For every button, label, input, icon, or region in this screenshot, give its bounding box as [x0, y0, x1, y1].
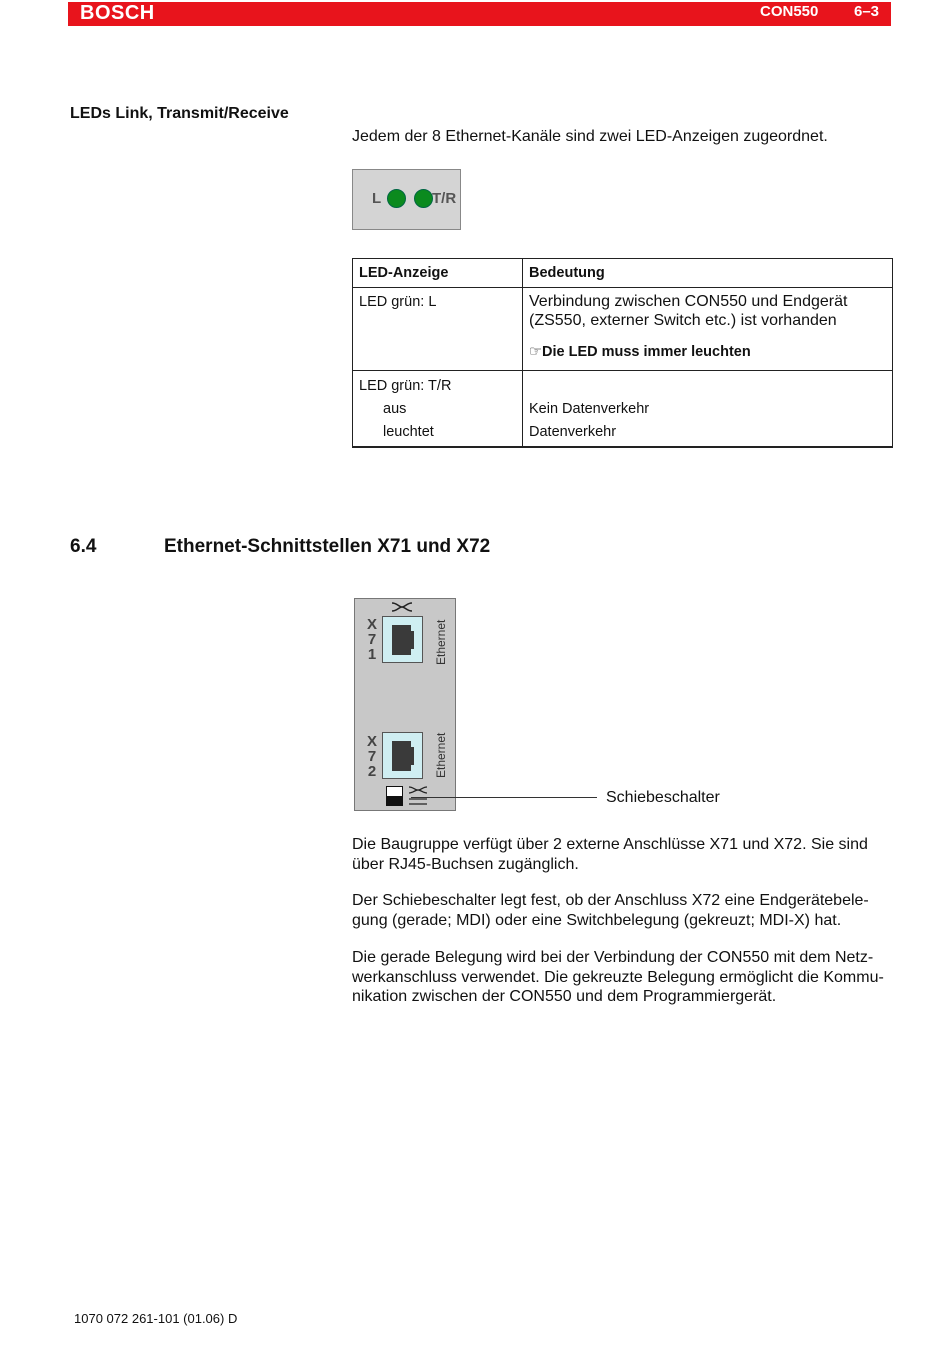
brand-logo: BOSCH — [80, 2, 155, 24]
port-x71-ethernet-label: Ethernet — [434, 619, 448, 665]
paragraph-1 — [352, 835, 897, 874]
table-header-meaning: Bedeutung — [529, 265, 605, 281]
paragraph-2 — [352, 891, 897, 930]
footer-doc-number: 1070 072 261-101 (01.06) D — [74, 1311, 238, 1326]
paragraph-line: gung (gerade; MDI) oder eine Switchbelegung (gekreuzt; MDI-X) hat. — [352, 911, 842, 929]
slide-switch[interactable] — [386, 786, 403, 806]
callout-slide-switch: Schiebeschalter — [606, 789, 720, 806]
led-table — [352, 258, 893, 448]
led-l-icon — [387, 189, 406, 208]
callout-line — [411, 797, 597, 798]
paragraph-line: über RJ45-Buchsen zugänglich. — [352, 855, 579, 873]
rj45-socket-icon — [383, 617, 422, 662]
port-x72-char: 2 — [367, 763, 377, 780]
led-label-tr: T/R — [432, 190, 457, 207]
table-divider — [353, 287, 892, 288]
row2-sub1-meaning: Kein Datenverkehr — [529, 401, 650, 417]
row1-meaning-line2: (ZS550, externer Switch etc.) ist vorhanden — [529, 312, 837, 329]
rj45-port-x72[interactable] — [382, 732, 423, 779]
row2-sub1: aus — [383, 401, 407, 417]
side-heading: LEDs Link, Transmit/Receive — [70, 105, 289, 122]
row1-note — [529, 344, 751, 360]
row2-sub2: leuchtet — [383, 424, 434, 440]
table-header-led: LED-Anzeige — [359, 265, 449, 281]
table-divider — [353, 370, 892, 371]
port-x71-char: 1 — [367, 646, 377, 663]
paragraph-line: nikation zwischen der CON550 und dem Programmiergerät. — [352, 988, 777, 1005]
row2-sub2-meaning: Datenverkehr — [529, 424, 617, 440]
port-x71-char: X — [366, 616, 377, 633]
ethernet-module-figure — [354, 598, 456, 811]
switch-mode-icon — [408, 785, 428, 807]
slide-switch-knob — [387, 796, 402, 805]
paragraph-line: werkanschluss verwendet. Die gekreuzte Belegung ermöglicht die Kommu- — [352, 968, 884, 986]
rj45-port-x71[interactable] — [382, 616, 423, 663]
section-title: Ethernet-Schnittstellen X71 und X72 — [164, 536, 491, 557]
page-number: 6–3 — [854, 3, 880, 20]
pointing-hand-icon: ☞ — [529, 344, 542, 360]
port-x72-label — [365, 734, 379, 779]
document-id: CON550 — [760, 3, 819, 20]
intro-text: Jedem der 8 Ethernet-Kanäle sind zwei LED-Anzeigen zugeordnet. — [352, 128, 828, 145]
rj45-socket-icon — [383, 733, 422, 778]
crossover-icon — [391, 601, 413, 613]
port-x71-char: 7 — [367, 631, 377, 648]
port-x72-char: X — [366, 733, 377, 750]
led-label-l: L — [372, 190, 382, 207]
paragraph-3 — [352, 948, 897, 1007]
led-tr-icon — [414, 189, 433, 208]
section-number: 6.4 — [70, 536, 97, 557]
paragraph-line: Die Baugruppe verfügt über 2 externe Anschlüsse X71 und X72. Sie sind — [352, 836, 868, 853]
port-x71-label — [365, 617, 379, 662]
row2-label: LED grün: T/R — [359, 378, 452, 394]
row1-note-text: Die LED muss immer leuchten — [542, 344, 751, 360]
paragraph-line: Die gerade Belegung wird bei der Verbindung der CON550 mit dem Netz- — [352, 949, 874, 966]
row1-label: LED grün: L — [359, 294, 437, 310]
port-x72-char: 7 — [367, 748, 377, 765]
led-panel-figure — [352, 169, 461, 230]
port-x72-ethernet-label: Ethernet — [434, 732, 448, 778]
paragraph-line: Der Schiebeschalter legt fest, ob der Anschluss X72 eine Endgerätebele- — [352, 892, 869, 909]
row1-meaning-line1: Verbindung zwischen CON550 und Endgerät — [529, 293, 848, 310]
